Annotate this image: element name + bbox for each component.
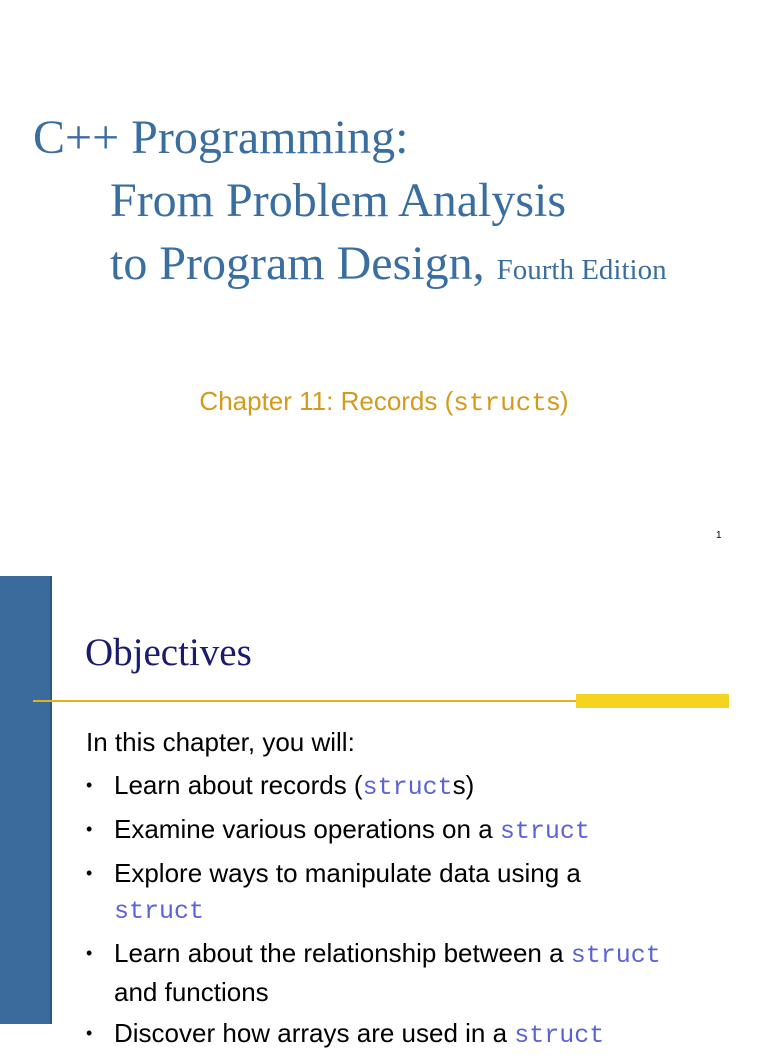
bullet-code: struct bbox=[362, 773, 453, 802]
left-accent-bar bbox=[0, 576, 50, 1024]
title-line-3-text: to Program Design, bbox=[110, 237, 485, 290]
left-accent-bar-edge bbox=[50, 576, 52, 1024]
list-item bbox=[86, 767, 661, 806]
bullet-icon: • bbox=[86, 863, 93, 883]
bullet-code: struct bbox=[499, 817, 590, 846]
objectives-slide bbox=[0, 576, 768, 1050]
list-item bbox=[86, 855, 661, 930]
chapter-code: struct bbox=[453, 388, 547, 418]
title-line-2: From Problem Analysis bbox=[110, 174, 567, 227]
list-item bbox=[86, 935, 661, 1010]
list-item bbox=[86, 1015, 661, 1054]
list-item bbox=[86, 811, 661, 850]
chapter-prefix: Chapter 11: Records ( bbox=[199, 386, 454, 416]
bullet-icon: • bbox=[86, 1023, 93, 1043]
title-line-1: C++ Programming: bbox=[33, 111, 409, 164]
objectives-title: Objectives bbox=[85, 631, 252, 674]
chapter-subtitle bbox=[0, 386, 768, 418]
bullet-code: struct bbox=[514, 1021, 605, 1050]
objectives-list bbox=[86, 767, 661, 1059]
bullet-text: Explore ways to manipulate data using a bbox=[114, 858, 581, 888]
bullet-icon: • bbox=[86, 819, 93, 839]
bullet-text: Discover how arrays are used in a bbox=[114, 1018, 515, 1048]
bullet-code: struct bbox=[570, 941, 661, 970]
bullet-text: Learn about the relationship between a bbox=[114, 938, 571, 968]
bullet-text-suffix: s) bbox=[452, 770, 475, 800]
chapter-suffix: s) bbox=[546, 386, 569, 416]
title-line-3 bbox=[110, 237, 667, 290]
intro-text: In this chapter, you will: bbox=[86, 727, 355, 757]
edition-label: Fourth Edition bbox=[496, 254, 667, 286]
bullet-text: Examine various operations on a bbox=[114, 814, 500, 844]
page-number: 1 bbox=[716, 530, 722, 541]
bullet-text-line2: and functions bbox=[114, 977, 269, 1007]
bullet-code: struct bbox=[114, 897, 205, 926]
bullet-icon: • bbox=[86, 943, 93, 963]
bullet-icon: • bbox=[86, 775, 93, 795]
bullet-text: Learn about records ( bbox=[114, 770, 363, 800]
divider-accent bbox=[576, 694, 729, 708]
